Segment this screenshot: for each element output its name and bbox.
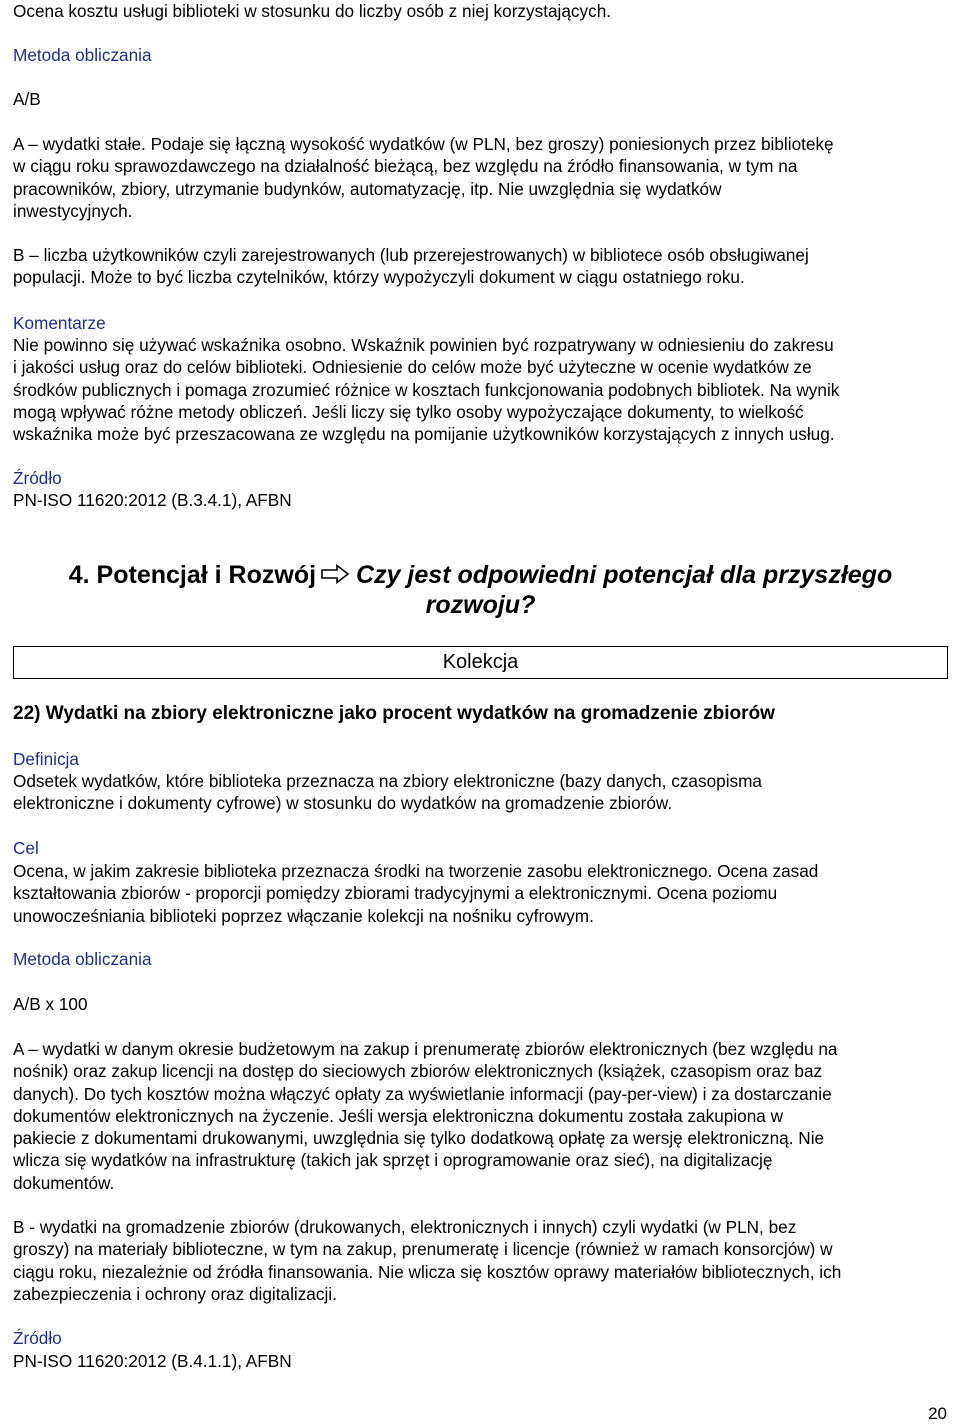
a2-line-5: pakiecie z dokumentami drukowanymi, uwzględnia się tylko dodatkową opłatę za wersję elektroniczną. Nie: [13, 1128, 825, 1149]
b2-line-2: groszy) na materiały biblioteczne, w tym na zakup, prenumeratę i licencje (również w ramach konsorcjów) w: [13, 1239, 833, 1260]
page-number: 20: [928, 1404, 947, 1423]
cel-heading: Cel: [13, 838, 39, 858]
a-line-3: pracowników, zbiory, utrzymanie budynków, automatyzację, itp. Nie uwzględnia się wydatków: [13, 178, 722, 199]
cel-line-3: unowocześniania biblioteki poprzez włączanie kolekcji na nośniku cyfrowym.: [13, 905, 594, 926]
definicja-line-1: Odsetek wydatków, które biblioteka przeznacza na zbiory elektroniczne (bazy danych, czasopisma: [13, 771, 762, 791]
komentarze-line-2: i jakości usług oraz do celów biblioteki. Odniesienie do celów może być użyteczne w ocenie wydatków ze: [13, 357, 812, 378]
a-line-1: A – wydatki stałe. Podaje się łączną wysokość wydatków (w PLN, bez groszy) poniesionych przez bibliotekę: [13, 134, 834, 154]
section-heading-question-end: rozwoju?: [425, 591, 536, 619]
b2-line-3: ciągu roku, niezależnie od źródła finansowania. Nie wlicza się kosztów oprawy materiałów bibliotecznych, ich: [13, 1261, 842, 1282]
komentarze-line-1: Nie powinno się używać wskaźnika osobno. Wskaźnik powinien być rozpatrywany w odniesieniu do zakresu: [13, 335, 834, 355]
a2-line-3: danych). Do tych kosztów można włączyć opłaty za wyświetlanie informacji (pay-per-view) i za dostarczanie: [13, 1083, 832, 1104]
cel-line-2: kształtowania zbiorów - proporcji pomiędzy zbiorami tradycyjnymi a elektronicznymi. Ocena poziomu: [13, 883, 778, 904]
a2-line-2: nośnik) oraz zakup licencji na dostęp do sieciowych zbiorów elektronicznych (książek, czasopism oraz baz: [13, 1061, 823, 1082]
definicja-line-2: elektroniczne i dokumenty cyfrowe) w stosunku do wydatków na gromadzenie zbiorów.: [13, 793, 673, 814]
a2-line-7: dokumentów.: [13, 1172, 115, 1193]
a-line-2: w ciągu roku sprawozdawczego na działalność bieżącą, bez względu na źródło finansowania, w tym na: [13, 156, 798, 177]
b-line-2: populacji. Może to być liczba czytelników, którzy wypożyczyli dokument w ciągu ostatniego roku.: [13, 267, 745, 288]
b-description: [13, 244, 948, 289]
section-heading-question: Czy jest odpowiedni potencjał dla przyszłego: [356, 561, 893, 589]
zrodlo-text: PN-ISO 11620:2012 (B.3.4.1), AFBN: [13, 490, 292, 510]
b-line-1: B – liczba użytkowników czyli zarejestrowanych (lub przerejestrowanych) w bibliotece osób obsługiwanej: [13, 245, 809, 265]
zrodlo-heading: Źródło: [13, 468, 62, 488]
cel-line-1: Ocena, w jakim zakresie biblioteka przeznacza środki na tworzenie zasobu elektronicznego. Ocena zasad: [13, 861, 819, 881]
definicja-heading: Definicja: [13, 749, 79, 769]
komentarze-heading: Komentarze: [13, 313, 106, 333]
komentarze-line-5: wskaźnika może być przeszacowana ze względu na pomijanie użytkowników korzystających z innych usług.: [13, 424, 835, 445]
indicator-title: 22) Wydatki na zbiory elektroniczne jako procent wydatków na gromadzenie zbiorów: [13, 703, 775, 724]
komentarze-text: [13, 334, 948, 445]
zrodlo-heading-2: Źródło: [13, 1328, 62, 1348]
arrow-right-icon: [320, 561, 350, 581]
a2-line-1: A – wydatki w danym okresie budżetowym na zakup i prenumeratę zbiorów elektronicznych (bez względu na: [13, 1039, 838, 1059]
a-description: [13, 133, 948, 222]
section-heading: [13, 560, 948, 620]
a-line-4: inwestycyjnych.: [13, 200, 133, 221]
kolekcja-label: Kolekcja: [442, 651, 519, 673]
zrodlo-text-2: PN-ISO 11620:2012 (B.4.1.1), AFBN: [13, 1351, 292, 1371]
a2-line-4: dokumentów elektronicznych na życzenie. Jeśli wersja elektroniczna dokumentu została zakupiona w: [13, 1105, 784, 1126]
a2-line-6: wlicza się wydatków na infrastrukturę (takich jak sprzęt i oprogramowanie oraz sieć), na digitalizację: [13, 1150, 773, 1171]
section-heading-title: 4. Potencjał i Rozwój: [68, 561, 317, 589]
b2-line-4: zabezpieczenia i ochrony oraz digitalizacji.: [13, 1283, 337, 1304]
b-description-2: [13, 1216, 948, 1305]
metoda-heading-2: Metoda obliczania: [13, 949, 152, 969]
komentarze-line-3: środków publicznych i pomaga zrozumieć różnice w kosztach funkcjonowania podobnych bibliotek. Na wynik: [13, 379, 840, 400]
cel-text: [13, 860, 948, 927]
kolekcja-box: [13, 646, 948, 679]
formula: A/B: [13, 89, 41, 109]
b2-line-1: B - wydatki na gromadzenie zbiorów (drukowanych, elektronicznych i innych) czyli wydatki (w PLN, bez: [13, 1217, 797, 1237]
definicja-text: [13, 770, 948, 815]
metoda-heading: Metoda obliczania: [13, 45, 152, 65]
komentarze-line-4: mogą wpływać różne metody obliczeń. Jeśli liczy się tylko osoby wypożyczające dokumenty, to wielkość: [13, 401, 804, 422]
formula-2: A/B x 100: [13, 994, 88, 1014]
a-description-2: [13, 1038, 948, 1194]
intro-line: Ocena kosztu usługi biblioteki w stosunku do liczby osób z niej korzystających.: [13, 1, 612, 21]
